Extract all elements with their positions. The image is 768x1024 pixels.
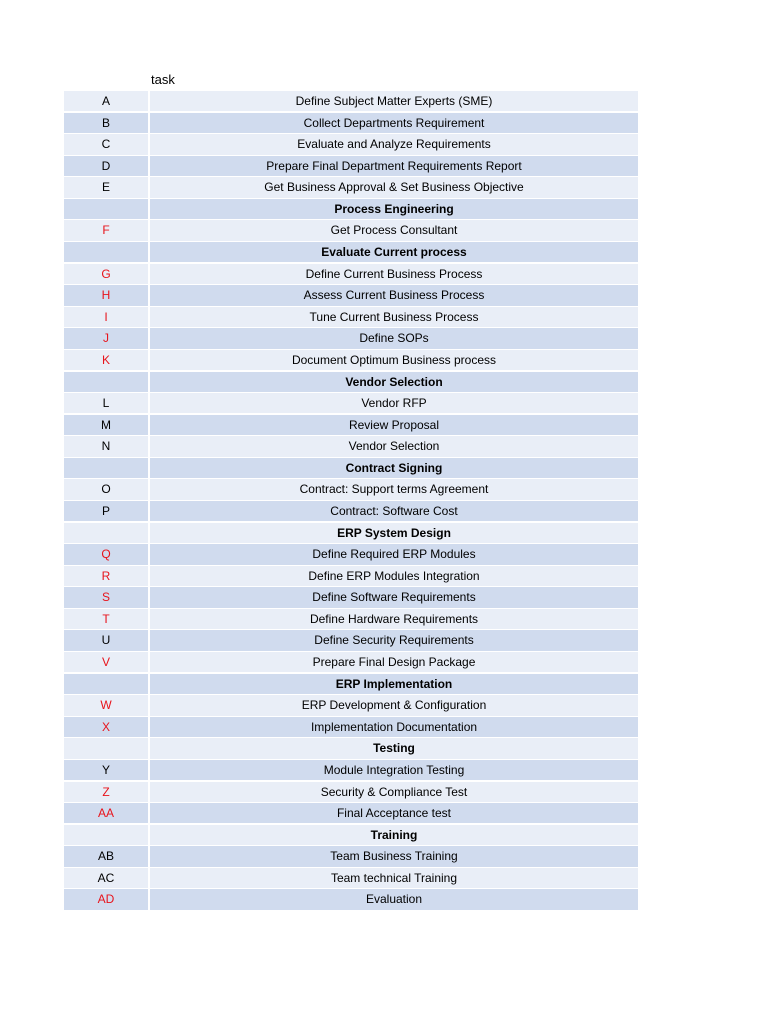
section-title-cell: Vendor Selection: [150, 372, 638, 392]
task-row: [64, 91, 638, 111]
task-row: [64, 630, 638, 650]
task-description-cell: Define Hardware Requirements: [150, 609, 638, 629]
task-description-cell: Contract: Software Cost: [150, 501, 638, 521]
section-title-cell: Training: [150, 825, 638, 845]
task-description-cell: Security & Compliance Test: [150, 782, 638, 802]
task-code-cell: [64, 372, 148, 392]
task-row: [64, 156, 638, 176]
section-header-row: [64, 372, 638, 392]
task-row: [64, 782, 638, 802]
task-code-cell: X: [64, 717, 148, 737]
task-description-cell: Final Acceptance test: [150, 803, 638, 823]
task-description-cell: Assess Current Business Process: [150, 285, 638, 305]
section-title-cell: Process Engineering: [150, 199, 638, 219]
task-code-cell: I: [64, 307, 148, 327]
section-header-row: [64, 458, 638, 478]
section-title-cell: ERP System Design: [150, 523, 638, 543]
task-code-cell: AB: [64, 846, 148, 866]
section-header-row: [64, 674, 638, 694]
task-code-cell: D: [64, 156, 148, 176]
task-description-cell: Define Security Requirements: [150, 630, 638, 650]
task-row: [64, 415, 638, 435]
task-description-cell: Vendor Selection: [150, 436, 638, 456]
task-code-cell: S: [64, 587, 148, 607]
task-description-cell: Collect Departments Requirement: [150, 113, 638, 133]
task-description-cell: Get Process Consultant: [150, 220, 638, 240]
task-row: [64, 846, 638, 866]
task-row: [64, 609, 638, 629]
section-title-cell: Evaluate Current process: [150, 242, 638, 262]
task-row: [64, 134, 638, 154]
task-row: [64, 264, 638, 284]
task-row: [64, 350, 638, 370]
task-description-cell: Define Subject Matter Experts (SME): [150, 91, 638, 111]
task-code-cell: R: [64, 566, 148, 586]
task-row: [64, 652, 638, 672]
task-table: [64, 91, 638, 911]
task-row: [64, 307, 638, 327]
task-code-cell: B: [64, 113, 148, 133]
section-header-row: [64, 199, 638, 219]
task-description-cell: Review Proposal: [150, 415, 638, 435]
task-description-cell: Evaluation: [150, 889, 638, 909]
task-row: [64, 889, 638, 909]
task-code-cell: O: [64, 479, 148, 499]
task-description-cell: Team Business Training: [150, 846, 638, 866]
task-description-cell: Get Business Approval & Set Business Objective: [150, 177, 638, 197]
task-row: [64, 695, 638, 715]
task-description-cell: Define SOPs: [150, 328, 638, 348]
task-row: [64, 760, 638, 780]
task-code-cell: V: [64, 652, 148, 672]
task-row: [64, 285, 638, 305]
task-description-cell: Prepare Final Department Requirements Report: [150, 156, 638, 176]
task-code-cell: T: [64, 609, 148, 629]
task-row: [64, 220, 638, 240]
task-code-cell: AA: [64, 803, 148, 823]
task-code-cell: Y: [64, 760, 148, 780]
task-row: [64, 393, 638, 413]
task-code-cell: C: [64, 134, 148, 154]
task-code-cell: K: [64, 350, 148, 370]
task-description-cell: Tune Current Business Process: [150, 307, 638, 327]
task-code-cell: L: [64, 393, 148, 413]
task-row: [64, 328, 638, 348]
task-description-cell: Team technical Training: [150, 868, 638, 888]
task-description-cell: Implementation Documentation: [150, 717, 638, 737]
task-code-cell: W: [64, 695, 148, 715]
task-row: [64, 868, 638, 888]
task-row: [64, 717, 638, 737]
task-column-header: task: [151, 72, 175, 87]
task-description-cell: Vendor RFP: [150, 393, 638, 413]
task-row: [64, 113, 638, 133]
task-code-cell: [64, 199, 148, 219]
section-header-row: [64, 738, 638, 758]
task-code-cell: A: [64, 91, 148, 111]
task-code-cell: Z: [64, 782, 148, 802]
task-description-cell: Module Integration Testing: [150, 760, 638, 780]
task-description-cell: Document Optimum Business process: [150, 350, 638, 370]
task-code-cell: H: [64, 285, 148, 305]
task-description-cell: Contract: Support terms Agreement: [150, 479, 638, 499]
task-code-cell: AD: [64, 889, 148, 909]
task-description-cell: Define ERP Modules Integration: [150, 566, 638, 586]
task-code-cell: [64, 738, 148, 758]
section-header-row: [64, 825, 638, 845]
task-code-cell: [64, 458, 148, 478]
task-description-cell: Define Required ERP Modules: [150, 544, 638, 564]
task-description-cell: Evaluate and Analyze Requirements: [150, 134, 638, 154]
task-code-cell: [64, 825, 148, 845]
task-code-cell: P: [64, 501, 148, 521]
task-code-cell: G: [64, 264, 148, 284]
task-row: [64, 587, 638, 607]
task-code-cell: [64, 242, 148, 262]
section-header-row: [64, 523, 638, 543]
task-code-cell: AC: [64, 868, 148, 888]
task-code-cell: E: [64, 177, 148, 197]
task-description-cell: Define Current Business Process: [150, 264, 638, 284]
task-row: [64, 479, 638, 499]
section-title-cell: Testing: [150, 738, 638, 758]
task-code-cell: F: [64, 220, 148, 240]
task-description-cell: ERP Development & Configuration: [150, 695, 638, 715]
task-row: [64, 501, 638, 521]
task-description-cell: Prepare Final Design Package: [150, 652, 638, 672]
task-row: [64, 436, 638, 456]
section-title-cell: ERP Implementation: [150, 674, 638, 694]
task-row: [64, 544, 638, 564]
task-row: [64, 566, 638, 586]
task-row: [64, 803, 638, 823]
section-title-cell: Contract Signing: [150, 458, 638, 478]
task-code-cell: U: [64, 630, 148, 650]
section-header-row: [64, 242, 638, 262]
task-code-cell: M: [64, 415, 148, 435]
task-code-cell: [64, 523, 148, 543]
task-code-cell: N: [64, 436, 148, 456]
task-description-cell: Define Software Requirements: [150, 587, 638, 607]
task-code-cell: [64, 674, 148, 694]
task-code-cell: Q: [64, 544, 148, 564]
task-row: [64, 177, 638, 197]
task-code-cell: J: [64, 328, 148, 348]
